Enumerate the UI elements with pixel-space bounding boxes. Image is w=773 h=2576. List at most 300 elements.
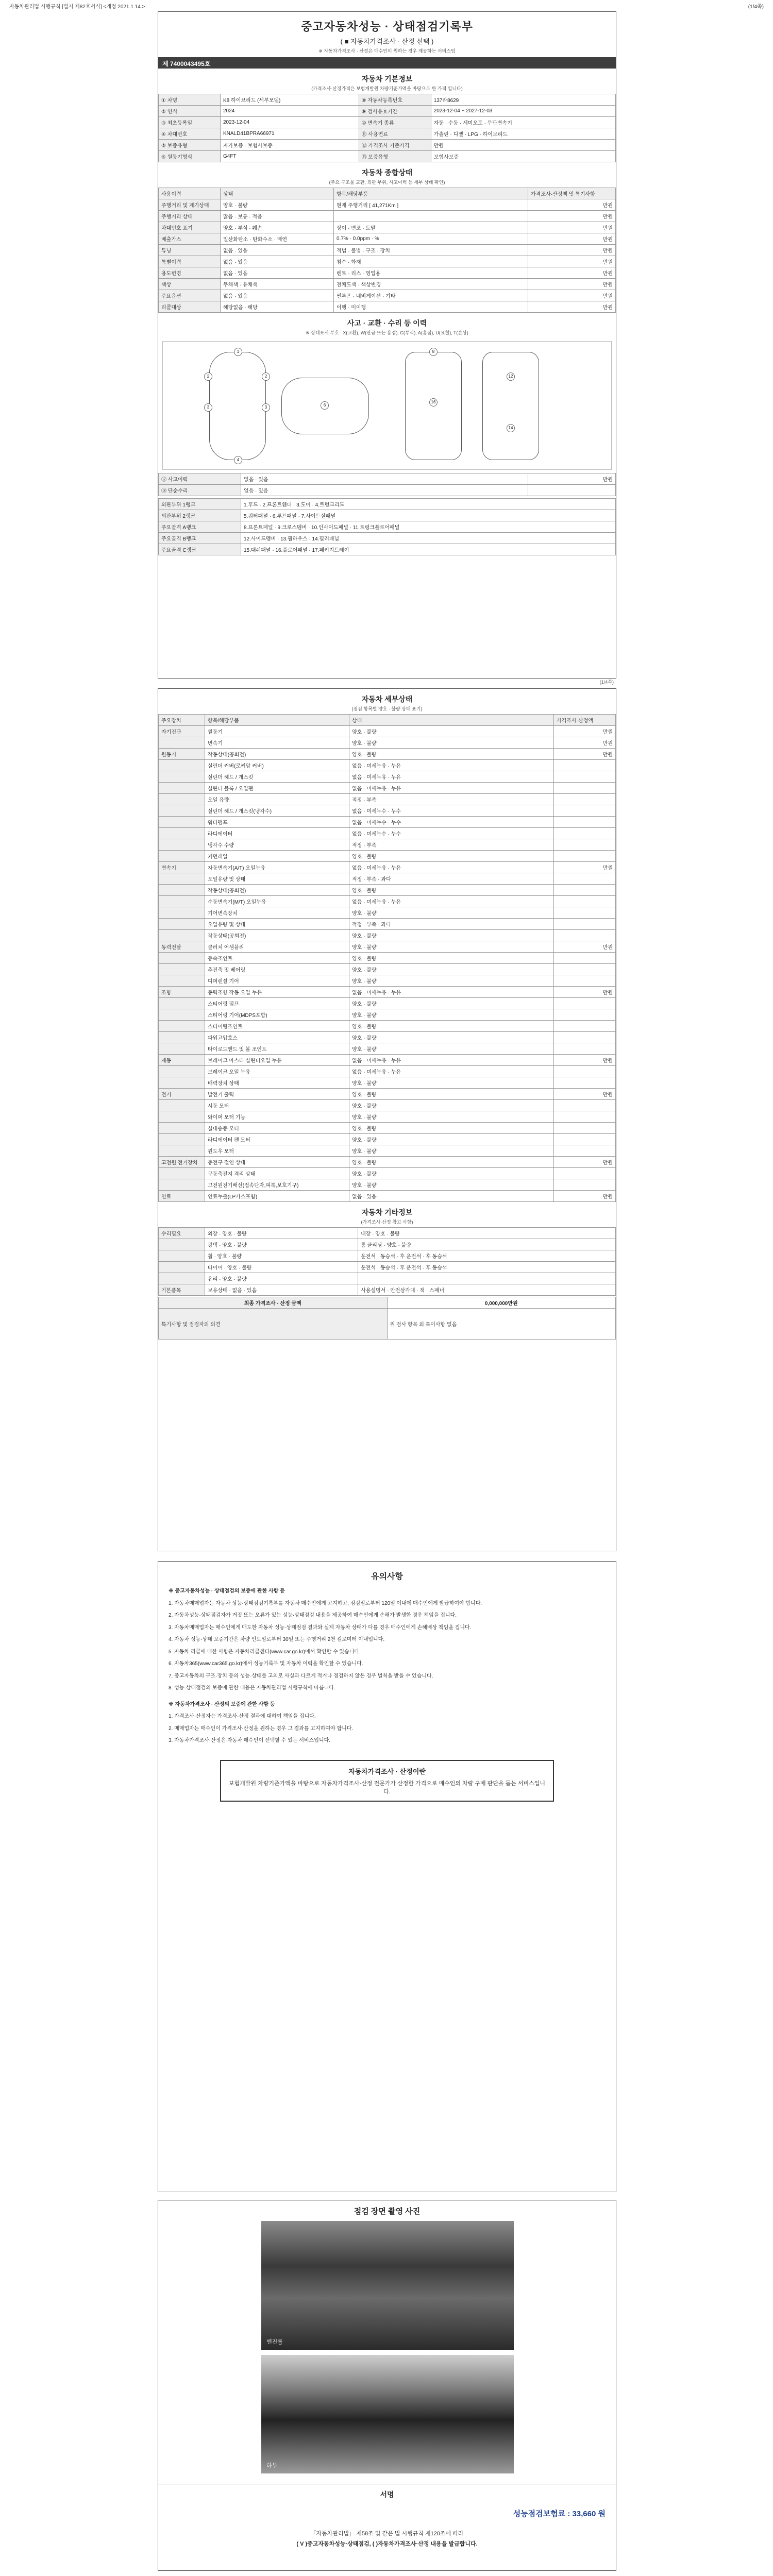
basic-value: 2024 <box>221 106 359 117</box>
table-row <box>159 998 616 1009</box>
detail-state: 양호 · 불량 <box>349 1100 554 1111</box>
summary-title: 자동차 종합상태 <box>361 168 413 177</box>
table-row <box>159 907 616 919</box>
detail-col-2: 상태 <box>349 715 554 726</box>
panel-parts: 1.후드 · 2.프론트휀더 · 3.도어 · 4.트렁크리드 <box>241 499 616 510</box>
detail-price <box>554 1066 616 1077</box>
notice-paragraph: 4. 자동차 성능·상태 보증기간은 차량 인도일로부터 30일 또는 주행거리 2천 킬로미터 이내입니다. <box>169 1637 385 1642</box>
detail-price <box>554 839 616 851</box>
detail-price <box>554 873 616 885</box>
detail-state: 양호 · 불량 <box>349 930 554 941</box>
detail-price <box>554 1134 616 1145</box>
detail-group <box>159 794 205 805</box>
final-amount-table <box>158 1297 616 1340</box>
detail-group <box>159 805 205 817</box>
record-number: 제 7400043495호 <box>158 57 616 69</box>
detail-price <box>554 1100 616 1111</box>
detail-item: 수동변속기(M/T) 오일누유 <box>205 896 349 907</box>
panel-parts: 12.사이드멤버 · 13.휠하우스 · 14.필러패널 <box>241 533 616 544</box>
table-row <box>159 737 616 749</box>
table-row <box>159 117 616 128</box>
summary-col-1: 상태 <box>221 188 334 199</box>
engine-room-photo <box>261 2221 514 2350</box>
detail-state: 양호 · 불량 <box>349 1089 554 1100</box>
detail-group <box>159 885 205 896</box>
summary-state: 무채색 · 유채색 <box>221 279 334 290</box>
detail-group <box>159 975 205 987</box>
diagram-marker: 8 <box>429 348 438 356</box>
underbody-label: 하부 <box>266 2463 278 2469</box>
notice-title: 유의사항 <box>371 1572 403 1581</box>
summary-detail <box>334 211 528 222</box>
detail-price <box>554 1032 616 1043</box>
price-service-title: 자동차가격조사 · 산정이란 <box>348 1767 426 1775</box>
detail-state: 양호 · 불량 <box>349 907 554 919</box>
detail-group <box>159 919 205 930</box>
table-row <box>159 896 616 907</box>
accident-table <box>158 473 616 496</box>
summary-col-0: 사용이력 <box>159 188 221 199</box>
other-item-a: 보유상태 · 없음 · 있음 <box>205 1284 358 1296</box>
final-amount-value: 0,000,000만원 <box>387 1297 616 1309</box>
detail-group: 제동 <box>159 1055 205 1066</box>
detail-group <box>159 1043 205 1055</box>
panel-group: 주요골격 B랭크 <box>159 533 241 544</box>
summary-state: 없음 · 있음 <box>221 267 334 279</box>
detail-price <box>554 828 616 839</box>
detail-group: 변속기 <box>159 862 205 873</box>
detail-group <box>159 907 205 919</box>
summary-detail: 이행 · 미이행 <box>334 301 528 313</box>
detail-item: 브레이크 마스터 실린더오일 누유 <box>205 1055 349 1066</box>
detail-state: 없음 · 미세누수 · 누수 <box>349 805 554 817</box>
other-item-b: 운전석 · 동승석 · 후 운전석 · 후 동승석 <box>358 1250 616 1262</box>
table-row <box>159 851 616 862</box>
summary-detail: 적법 · 불법 · 구조 · 장치 <box>334 245 528 256</box>
basic-value: G4FT <box>221 151 359 162</box>
detail-item: 충전구 절연 상태 <box>205 1157 349 1168</box>
table-row <box>159 1179 616 1191</box>
basic-value: 만원 <box>431 140 615 151</box>
other-item-b <box>358 1273 616 1284</box>
diagram-marker: 3 <box>262 403 270 412</box>
table-row <box>159 199 616 211</box>
table-row <box>159 544 616 555</box>
accident-item: ⑰ 사고이력 <box>159 473 241 485</box>
detail-group <box>159 953 205 964</box>
detail-item: 실린더 헤드 / 개스킷 <box>205 771 349 783</box>
detail-group <box>159 737 205 749</box>
detail-group <box>159 783 205 794</box>
table-row <box>159 222 616 233</box>
table-row <box>159 1134 616 1145</box>
detail-price <box>554 1179 616 1191</box>
other-group <box>159 1250 205 1262</box>
detail-price: 만원 <box>554 1157 616 1168</box>
detail-item: 발전기 출력 <box>205 1089 349 1100</box>
basic-key: ① 차명 <box>159 94 221 106</box>
summary-state: 없음 · 있음 <box>221 256 334 267</box>
table-row <box>159 1055 616 1066</box>
other-item-a: 유리 · 양호 · 불량 <box>205 1273 358 1284</box>
detail-state: 양호 · 불량 <box>349 726 554 737</box>
summary-state: 없음 · 있음 <box>221 245 334 256</box>
notice-paragraph: 7. 중고자동차의 구조·장치 등의 성능·상태를 고의로 사실과 다르게 적거나 점검하지 않은 경우 벌칙을 받을 수 있습니다. <box>169 1673 433 1679</box>
detail-group: 동력전달 <box>159 941 205 953</box>
detail-group <box>159 1009 205 1021</box>
other-item-b: 사용설명서 · 안전삼각대 · 잭 · 스패너 <box>358 1284 616 1296</box>
detail-item: 워터펌프 <box>205 817 349 828</box>
detail-state: 없음 · 미세누수 · 누수 <box>349 828 554 839</box>
detail-price: 만원 <box>554 1191 616 1202</box>
detail-price <box>554 817 616 828</box>
notice-paragraph: 3. 자동차가격조사·산정은 자동차 매수인이 선택할 수 있는 서비스입니다. <box>169 1738 331 1743</box>
detail-state: 없음 · 미세누유 · 누유 <box>349 1066 554 1077</box>
summary-item: 주요옵션 <box>159 290 221 301</box>
table-row <box>159 930 616 941</box>
detail-item: 시동 모터 <box>205 1100 349 1111</box>
detail-state: 양호 · 불량 <box>349 998 554 1009</box>
summary-item: 특별이력 <box>159 256 221 267</box>
detail-group: 조향 <box>159 987 205 998</box>
basic-value: 보험사보증 <box>431 151 615 162</box>
summary-item: 주행거리 및 계기상태 <box>159 199 221 211</box>
summary-state: 양호 · 부식 · 훼손 <box>221 222 334 233</box>
detail-state: 양호 · 불량 <box>349 975 554 987</box>
notice-paragraph: 1. 자동차매매업자는 자동차 성능·상태점검기록부를 자동차 매수인에게 고지하고, 점검일로부터 120일 이내에 매수인에게 발급하여야 합니다. <box>169 1600 482 1606</box>
detail-state: 없음 · 미세누유 · 누유 <box>349 1055 554 1066</box>
other-item-a: 광택 · 양호 · 불량 <box>205 1239 358 1250</box>
detail-item: 고전원전기배선(접속단자,피복,보호기구) <box>205 1179 349 1191</box>
detail-item: 추진축 및 베어링 <box>205 964 349 975</box>
detail-group <box>159 1145 205 1157</box>
basic-key: ⑧ 자동차등록번호 <box>359 94 431 106</box>
special-notes-label: 특기사항 및 점검자의 의견 <box>159 1309 388 1340</box>
table-row <box>159 771 616 783</box>
accident-price <box>528 485 616 496</box>
page-4 <box>158 2200 616 2571</box>
detail-state: 양호 · 불량 <box>349 1009 554 1021</box>
detail-col-1: 항목/해당부품 <box>205 715 349 726</box>
detail-price <box>554 896 616 907</box>
panel-group: 주요골격 A랭크 <box>159 521 241 533</box>
summary-price: 만원 <box>528 211 616 222</box>
accident-item: ⑱ 단순수리 <box>159 485 241 496</box>
detail-price <box>554 1168 616 1179</box>
detail-state: 양호 · 불량 <box>349 749 554 760</box>
detail-state: 양호 · 불량 <box>349 1168 554 1179</box>
detail-item: 오일 유량 <box>205 794 349 805</box>
detail-state: 양호 · 불량 <box>349 1077 554 1089</box>
table-row <box>159 1262 616 1273</box>
summary-state: 양호 · 불량 <box>221 199 334 211</box>
summary-item: 튜닝 <box>159 245 221 256</box>
page-1 <box>158 11 616 685</box>
table-row <box>159 1273 616 1284</box>
detail-group <box>159 771 205 783</box>
detail-group <box>159 851 205 862</box>
detail-price <box>554 930 616 941</box>
detail-price: 만원 <box>554 1089 616 1100</box>
detail-group <box>159 828 205 839</box>
detail-state: 없음 · 미세누유 · 누유 <box>349 783 554 794</box>
panel-group: 외판부위 1랭크 <box>159 499 241 510</box>
detail-item: 와이퍼 모터 기능 <box>205 1111 349 1123</box>
table-row <box>159 1250 616 1262</box>
table-row <box>159 839 616 851</box>
final-amount-label: 최종 가격조사 · 산정 금액 <box>159 1297 388 1309</box>
detail-item: 스티어링조인트 <box>205 1021 349 1032</box>
detail-state: 양호 · 불량 <box>349 941 554 953</box>
table-row <box>159 128 616 140</box>
detail-price <box>554 851 616 862</box>
basic-key: ⑫ 가격조사 기준가격 <box>359 140 431 151</box>
detail-group <box>159 1100 205 1111</box>
page-3 <box>158 1561 616 2192</box>
detail-price <box>554 1043 616 1055</box>
detail-price <box>554 1009 616 1021</box>
detail-item: 연료누출(LP가스포함) <box>205 1191 349 1202</box>
detail-title: 자동차 세부상태 <box>361 695 413 703</box>
detail-price: 만원 <box>554 941 616 953</box>
detail-price <box>554 975 616 987</box>
detail-state: 양호 · 불량 <box>349 1111 554 1123</box>
detail-item: 스티어링 기어(MDPS포함) <box>205 1009 349 1021</box>
table-row <box>159 953 616 964</box>
other-note: (가격조사·산정 참고 사항) <box>361 1219 413 1225</box>
detail-group: 자기진단 <box>159 726 205 737</box>
summary-col-2: 항목/해당부품 <box>334 188 528 199</box>
basic-info-table <box>158 94 616 162</box>
detail-group <box>159 998 205 1009</box>
detail-group <box>159 896 205 907</box>
detail-item: 커먼레일 <box>205 851 349 862</box>
detail-state: 없음 · 미세누수 · 누수 <box>349 817 554 828</box>
detail-state: 양호 · 불량 <box>349 1145 554 1157</box>
detail-item: 등속조인트 <box>205 953 349 964</box>
notice-paragraph: 2. 자동차성능·상태점검자가 거짓 또는 오류가 있는 성능·상태점검 내용을 제공하여 매수인에게 손해가 발생한 경우 책임을 집니다. <box>169 1613 457 1618</box>
basic-key: ⑨ 검사유효기간 <box>359 106 431 117</box>
detail-item: 기어변속장치 <box>205 907 349 919</box>
detail-item: 작동상태(공회전) <box>205 885 349 896</box>
diagram-marker: 2 <box>262 372 270 381</box>
summary-price: 만원 <box>528 256 616 267</box>
detail-col-3: 가격조사·산정액 <box>554 715 616 726</box>
diagram-marker: 12 <box>507 372 515 381</box>
detail-state: 양호 · 불량 <box>349 1032 554 1043</box>
other-item-a: 외장 · 양호 · 불량 <box>205 1228 358 1239</box>
detail-price <box>554 760 616 771</box>
summary-table <box>158 188 616 313</box>
price-service-text: 보험개발원 차량기준가액을 바탕으로 자동차가격조사·산정 전문가가 산정한 가격으로 매수인의 차량 구매 판단을 돕는 서비스입니다. <box>228 1780 546 1795</box>
detail-price: 만원 <box>554 737 616 749</box>
car-damage-diagram <box>162 341 612 470</box>
detail-state: 없음 · 미세누유 · 누유 <box>349 760 554 771</box>
detail-item: 스티어링 펌프 <box>205 998 349 1009</box>
header-note: ※ 자동차가격조사 · 산정은 매수인이 원하는 경우 제공하는 서비스임 <box>318 48 456 54</box>
summary-item: 색상 <box>159 279 221 290</box>
detail-state: 적정 · 부족 · 과다 <box>349 873 554 885</box>
detail-state: 양호 · 불량 <box>349 1157 554 1168</box>
basic-value: 자동 · 수동 · 세미오토 · 무단변속기 <box>431 117 615 128</box>
detail-group <box>159 1111 205 1123</box>
panel-groups-table <box>158 498 616 555</box>
summary-state: 없음 · 있음 <box>221 290 334 301</box>
table-row <box>159 873 616 885</box>
table-row <box>159 290 616 301</box>
detail-item: 윈도우 모터 <box>205 1145 349 1157</box>
panel-parts: 5.쿼터패널 · 6.루프패널 · 7.사이드실패널 <box>241 510 616 521</box>
table-row <box>159 1239 616 1250</box>
detail-item: 클러치 어셈블리 <box>205 941 349 953</box>
summary-detail: 렌트 · 리스 · 영업용 <box>334 267 528 279</box>
detail-item: 변속기 <box>205 737 349 749</box>
car-bottom-view-icon <box>482 352 539 460</box>
basic-key: ⑩ 변속기 종류 <box>359 117 431 128</box>
basic-key: ⑤ 보증유형 <box>159 140 221 151</box>
detail-state: 양호 · 불량 <box>349 1179 554 1191</box>
other-item-a: 타이어 · 양호 · 불량 <box>205 1262 358 1273</box>
detail-state: 없음 · 미세누유 · 누유 <box>349 771 554 783</box>
car-top-view-icon <box>209 352 266 460</box>
page-title: 중고자동차성능 · 상태점검기록부 <box>300 20 474 33</box>
detail-item: 냉각수 수량 <box>205 839 349 851</box>
detail-group: 전기 <box>159 1089 205 1100</box>
table-row <box>159 533 616 544</box>
diagram-marker: 16 <box>429 398 438 406</box>
basic-value: KNALD41BPRA66971 <box>221 128 359 140</box>
table-row <box>159 941 616 953</box>
detail-item: 브레이크 오일 누유 <box>205 1066 349 1077</box>
table-row <box>159 1157 616 1168</box>
page-indicator: (1/4쪽) <box>748 4 764 10</box>
page-subtitle: ( ■ 자동차가격조사 · 산정 선택 ) <box>340 38 434 45</box>
detail-price <box>554 998 616 1009</box>
table-row <box>159 1032 616 1043</box>
notice-paragraph: 6. 자동차365(www.car365.go.kr)에서 성능기록부 및 자동차 이력을 확인할 수 있습니다. <box>169 1661 363 1667</box>
notice-paragraph: 3. 자동차매매업자는 매수인에게 매도한 자동차 성능·상태점검 결과와 실제 자동차 상태가 다를 경우 매수인에게 손해배상 책임을 집니다. <box>169 1624 472 1631</box>
detail-state: 없음 · 미세누유 · 누유 <box>349 987 554 998</box>
detail-state: 양호 · 불량 <box>349 1021 554 1032</box>
table-row <box>159 1066 616 1077</box>
summary-item: 용도변경 <box>159 267 221 279</box>
summary-item: 주행거리 상태 <box>159 211 221 222</box>
basic-value: 137라8629 <box>431 94 615 106</box>
detail-state: 적정 · 부족 <box>349 794 554 805</box>
table-row <box>159 267 616 279</box>
detail-item: 라디에이터 팬 모터 <box>205 1134 349 1145</box>
table-row <box>159 817 616 828</box>
table-row <box>159 151 616 162</box>
accident-price: 만원 <box>528 473 616 485</box>
detail-price <box>554 1021 616 1032</box>
basic-key: ⑪ 사용연료 <box>359 128 431 140</box>
table-row <box>159 975 616 987</box>
notice-paragraph: 5. 자동차 리콜에 대한 사항은 자동차리콜센터(www.car.go.kr)에서 확인할 수 있습니다. <box>169 1649 361 1655</box>
table-row <box>159 521 616 533</box>
basic-value: 가솔린 · 디젤 · LPG · 하이브리드 <box>431 128 615 140</box>
summary-price: 만원 <box>528 290 616 301</box>
detail-group <box>159 1077 205 1089</box>
detail-state: 양호 · 불량 <box>349 1043 554 1055</box>
table-row <box>159 794 616 805</box>
detail-state: 양호 · 불량 <box>349 737 554 749</box>
table-row <box>159 233 616 245</box>
detail-group <box>159 1179 205 1191</box>
detail-item: 실린더 커버(로커암 커버) <box>205 760 349 771</box>
detail-group: 연료 <box>159 1191 205 1202</box>
other-table <box>158 1227 616 1296</box>
detail-item: 자동변속기(A/T) 오일누유 <box>205 862 349 873</box>
summary-price: 만원 <box>528 233 616 245</box>
detail-state: 양호 · 불량 <box>349 1123 554 1134</box>
table-row <box>159 1089 616 1100</box>
other-title: 자동차 기타정보 <box>361 1208 413 1216</box>
detail-price <box>554 953 616 964</box>
detail-state: 양호 · 불량 <box>349 953 554 964</box>
notice-heading-1: ※ 중고자동차성능 · 상태점검의 보증에 관한 사항 등 <box>169 1588 285 1594</box>
detail-state: 양호 · 불량 <box>349 964 554 975</box>
signature-line-1: 「자동차관리법」 제58조 및 같은 법 시행규칙 제120조에 따라 <box>310 2531 464 2537</box>
summary-item: 배출가스 <box>159 233 221 245</box>
accident-title: 사고 · 교환 · 수리 등 이력 <box>347 319 427 327</box>
summary-col-3: 가격조사·산정액 및 특기사항 <box>528 188 616 199</box>
table-row <box>159 783 616 794</box>
basic-info-title: 자동차 기본정보 <box>361 75 413 83</box>
table-row <box>159 1043 616 1055</box>
panel-group: 외판부위 2랭크 <box>159 510 241 521</box>
basic-key: ⑬ 보증유형 <box>359 151 431 162</box>
detail-item: 디퍼렌셜 기어 <box>205 975 349 987</box>
detail-group <box>159 1021 205 1032</box>
table-row <box>159 828 616 839</box>
summary-note: (주요 구조물 교환, 외판 부위, 사고이력 등 세부 상태 확인) <box>329 180 445 185</box>
table-row <box>159 964 616 975</box>
table-row <box>159 862 616 873</box>
detail-state: 없음 · 있음 <box>349 1191 554 1202</box>
summary-price: 만원 <box>528 301 616 313</box>
summary-price: 만원 <box>528 279 616 290</box>
detail-price <box>554 885 616 896</box>
table-row <box>159 485 616 496</box>
table-row <box>159 245 616 256</box>
other-group: 수리필요 <box>159 1228 205 1239</box>
table-row <box>159 760 616 771</box>
engine-room-label: 엔진룸 <box>266 2339 283 2345</box>
table-row <box>159 1168 616 1179</box>
other-item-b: 내장 · 양호 · 불량 <box>358 1228 616 1239</box>
diagram-marker: 2 <box>204 372 212 381</box>
summary-detail: 현재 주행거리 [ 41,271Km ] <box>334 199 528 211</box>
table-row <box>159 1284 616 1296</box>
detail-price <box>554 964 616 975</box>
summary-detail: 상이 · 변조 · 도말 <box>334 222 528 233</box>
panel-parts: 15.대쉬패널 · 16.플로어패널 · 17.패키지트레이 <box>241 544 616 555</box>
summary-item: 리콜대상 <box>159 301 221 313</box>
detail-group: 고전원 전기장치 <box>159 1157 205 1168</box>
basic-value: 2023-12-04 <box>221 117 359 128</box>
basic-key: ④ 차대번호 <box>159 128 221 140</box>
notice-paragraph: 2. 매매업자는 매수인이 가격조사·산정을 원하는 경우 그 결과를 고지하여야 합니다. <box>169 1725 354 1732</box>
table-row <box>159 211 616 222</box>
accident-note: ※ 상태표시 부호 : X(교환), W(판금 또는 용접), C(부식), A(흠집), U(요철), T(손상) <box>306 330 468 335</box>
basic-info-note: (가격조사·산정가격은 보험개발원 차량기준가액을 바탕으로 한 가격 입니다) <box>311 86 463 91</box>
detail-group <box>159 1032 205 1043</box>
basic-value: 2023-12-04 ~ 2027-12-03 <box>431 106 615 117</box>
detail-price: 만원 <box>554 987 616 998</box>
detail-group <box>159 930 205 941</box>
table-row <box>159 301 616 313</box>
